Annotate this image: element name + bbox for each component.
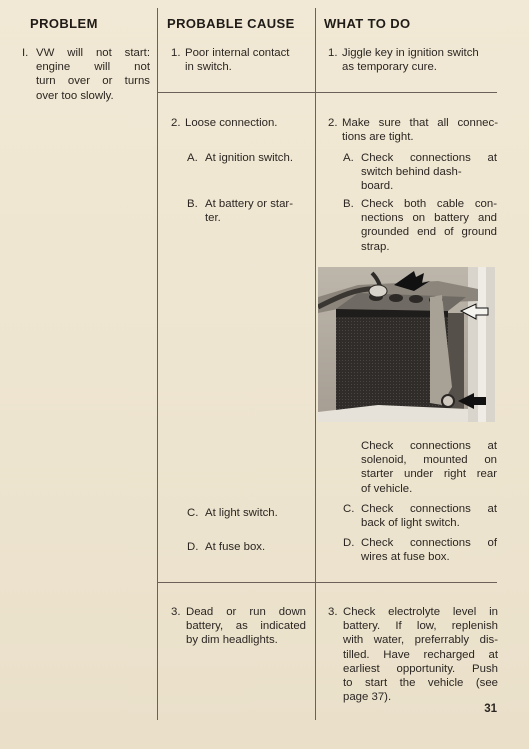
todo-1-number: 1. (328, 47, 338, 59)
todo-2d-line: wires at fuse box. (361, 551, 450, 564)
todo-3-line: tilled. Have recharged at (343, 648, 498, 661)
battery-photo (318, 267, 495, 422)
todo-2a-text (361, 151, 497, 194)
cause-2b-text (205, 197, 305, 225)
solenoid-line: Check connections at (361, 440, 497, 452)
todo-3-line: Check electrolyte level in (343, 606, 498, 618)
problem-text (36, 46, 150, 103)
todo-2-line: Make sure that all connec- (342, 117, 498, 129)
cause-2c-letter: C. (187, 507, 199, 519)
todo-3-line: to start the vehicle (see (343, 677, 498, 690)
todo-2d-letter: D. (343, 537, 355, 549)
todo-3-line: with water, preferrably dis- (343, 634, 498, 647)
row-divider-1 (158, 92, 497, 93)
todo-2c-line: back of light switch. (361, 517, 460, 530)
column-divider-right (315, 8, 316, 720)
cause-2c-text: At light switch. (205, 507, 278, 519)
problem-line: turn over or turns (36, 75, 150, 88)
solenoid-text (361, 439, 497, 496)
todo-2a-line: board. (361, 180, 394, 193)
todo-2c-line: Check connections at (361, 503, 497, 515)
cause-1-line: in switch. (185, 61, 232, 74)
todo-3-line: earliest opportunity. Push (343, 662, 498, 675)
problem-line: VW will not start: (36, 47, 150, 59)
cause-1-line: Poor internal contact (185, 47, 290, 59)
row-divider-2 (158, 582, 497, 583)
cause-2-title: Loose connection. (185, 117, 278, 129)
todo-2c-letter: C. (343, 503, 355, 515)
column-divider-left (157, 8, 158, 720)
cause-3-line: battery, as indicated (186, 620, 306, 633)
todo-2-text (342, 116, 498, 144)
battery-illustration (318, 267, 495, 422)
cause-2a-letter: A. (187, 152, 198, 164)
todo-2-number: 2. (328, 117, 338, 129)
todo-1-line: Jiggle key in ignition switch (342, 47, 479, 59)
problem-line: over too slowly. (36, 89, 114, 102)
page-number: 31 (484, 703, 497, 715)
problem-header: PROBLEM (30, 16, 98, 31)
todo-2b-line: nections on battery and (361, 212, 497, 225)
todo-2a-line: switch behind dash- (361, 166, 462, 179)
todo-2b-line: strap. (361, 240, 390, 253)
todo-3-line: battery. If low, replenish (343, 620, 498, 633)
cause-3-line: Dead or run down (186, 606, 306, 618)
cause-3-number: 3. (171, 606, 181, 618)
todo-1-text (342, 46, 498, 74)
solenoid-line: of vehicle. (361, 482, 413, 495)
todo-2b-letter: B. (343, 198, 354, 210)
todo-2d-line: Check connections of (361, 537, 497, 549)
cause-2d-text: At fuse box. (205, 541, 266, 553)
cause-3-text (186, 605, 306, 648)
todo-2b-line: Check both cable con- (361, 198, 497, 210)
cause-1-number: 1. (171, 47, 181, 59)
todo-3-number: 3. (328, 606, 338, 618)
todo-3-line: page 37). (343, 691, 392, 704)
todo-3-text (343, 605, 498, 704)
todo-2b-line: grounded end of ground (361, 226, 497, 239)
todo-2-line: tions are tight. (342, 131, 414, 144)
todo-1-line: as temporary cure. (342, 61, 437, 74)
cause-2b-line: ter. (205, 212, 221, 225)
cause-header: PROBABLE CAUSE (167, 16, 295, 31)
todo-2b-text (361, 197, 497, 254)
cause-2a-text: At ignition switch. (205, 152, 293, 164)
problem-line: engine will not (36, 61, 150, 74)
todo-2a-letter: A. (343, 152, 354, 164)
problem-number: I. (22, 47, 29, 59)
cause-2b-line: At battery or star- (205, 198, 293, 210)
cause-3-line: by dim headlights. (186, 634, 278, 647)
todo-2a-line: Check connections at (361, 152, 497, 164)
todo-2d-text (361, 536, 497, 564)
cause-2d-letter: D. (187, 541, 199, 553)
cause-1-text (185, 46, 307, 74)
solenoid-line: starter under right rear (361, 468, 497, 481)
todo-2c-text (361, 502, 497, 530)
todo-header: WHAT TO DO (324, 16, 411, 31)
cause-2-number: 2. (171, 117, 181, 129)
cause-2b-letter: B. (187, 198, 198, 210)
solenoid-line: solenoid, mounted on (361, 454, 497, 467)
